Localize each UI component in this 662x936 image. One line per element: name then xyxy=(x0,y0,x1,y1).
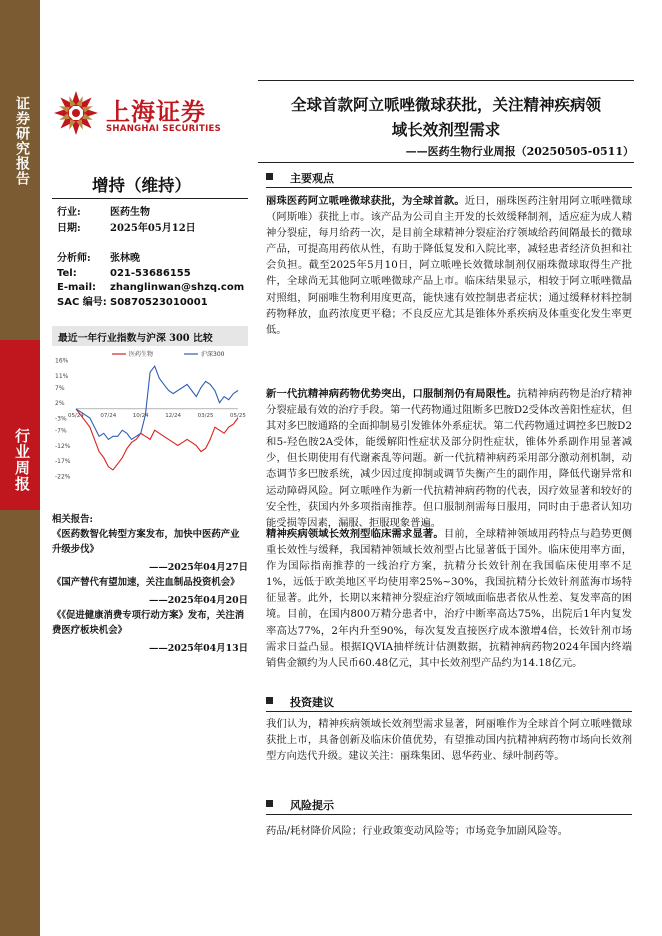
analyst-value: 021-53686155 xyxy=(110,267,191,279)
x-tick-label: 07/24 xyxy=(100,412,117,419)
analyst-label: SAC 编号: xyxy=(57,296,107,308)
section-bullet-icon xyxy=(266,694,278,706)
meta-value: 2025年05月12日 xyxy=(110,223,196,234)
y-tick-label: 2% xyxy=(55,400,65,408)
series-line xyxy=(76,366,238,439)
analyst-label: 分析师: xyxy=(57,253,91,264)
x-tick-label: 10/24 xyxy=(132,412,149,419)
y-tick-label: 11% xyxy=(55,372,69,380)
report-title xyxy=(258,92,634,142)
related-report-date: ——2025年04月20日 xyxy=(148,595,248,606)
section-bullet-icon xyxy=(266,170,278,182)
invest-paragraph: 我们认为，精神疾病领域长效剂型需求显著，阿丽唯作为全球首个阿立哌唑微球获批上市，具备创新及临床价值优势，有望推动国内抗精神病药物市场向长效剂型方向迭代升级。建议关注：丽珠集团、恩华药业、绿叶制药等。 xyxy=(266,718,632,763)
y-tick-label: -17% xyxy=(55,458,71,466)
y-tick-label: -12% xyxy=(55,442,71,450)
main-paragraph-1 xyxy=(266,193,632,338)
risk-paragraph: 药品/耗材降价风险；行业政策变动风险等；市场竞争加剧风险等。 xyxy=(266,825,569,837)
analyst-value: S0870523010001 xyxy=(110,296,208,308)
analyst-value: zhanglinwan@shzq.com xyxy=(110,282,245,294)
rating: 增持（维持） xyxy=(92,176,191,195)
related-title: 相关报告: xyxy=(52,514,93,525)
x-tick-label: 03/25 xyxy=(197,412,214,419)
section-rule xyxy=(266,711,632,712)
meta-label: 行业: xyxy=(57,207,81,218)
paragraph-lead: 新一代抗精神病药物优势突出，口服制剂仍有局限性。 xyxy=(266,388,518,400)
section-bullet-icon xyxy=(266,797,278,809)
comparison-line-chart xyxy=(52,348,248,484)
rating-rule xyxy=(52,198,248,199)
legend-label: 医药生物 xyxy=(129,351,154,358)
section-heading-invest: 投资建议 xyxy=(290,696,334,709)
logo-english: SHANGHAI SECURITIES xyxy=(106,124,222,134)
analyst-value: 张林晚 xyxy=(110,253,140,264)
legend-label: 沪深300 xyxy=(201,351,225,358)
paragraph-lead: 精神疾病领域长效剂型临床需求显著。 xyxy=(266,528,444,540)
paragraph-text: 近日，丽珠医药注射用阿立哌唑微球（阿斯唯）获批上市。该产品为公司自主开发的长效缓释制剂，适应症为成人精神分裂症，每月给药一次，是目前全球精神分裂症治疗领域给药间隔最长的微球产品，可提高用药依从性，有助于降低复发和入院比率，减轻患者经济负担和社会负担。截至2025年5月10日，阿立哌唑长效微球制剂仅丽珠微球取得生产批件，全球尚无其他阿立哌唑微球产品上市。临床结果显示，相较于阿立哌唑微晶对照组，阿丽唯生物利用度更高，能快速有效控制患者症状；通过缓释材料控制药物释放，血药浓度更平稳；不良反应尤其是锥体外系疾病及体重变化发生率更低。 xyxy=(266,195,633,336)
related-report-date: ——2025年04月27日 xyxy=(148,562,248,573)
chart-title: 最近一年行业指数与沪深 300 比较 xyxy=(58,333,213,344)
company-logo-icon xyxy=(52,89,100,137)
x-tick-label: 05/24 xyxy=(68,412,84,419)
paragraph-lead: 丽珠医药阿立哌唑微球获批，为全球首款。 xyxy=(266,195,465,207)
related-reports xyxy=(52,512,248,654)
title-line-1: 全球首款阿立哌唑微球获批，关注精神疾病领 xyxy=(290,95,601,114)
y-tick-label: -3% xyxy=(55,415,67,423)
paragraph-text: 抗精神病药物是治疗精神分裂症最有效的治疗手段。第一代药物通过阻断多巴胺D2受体改善阳性症状，但其对多巴胺通路的全面抑制易引发锥体外系症状。第二代药物通过调控多巴胺D2和5-羟色胺2A受体，能缓解阳性症状及部分阴性症状，锥体外系副作用显著减少，但长期使用有代谢紊乱等问题。新一代抗精神病药采用部分激动剂机制，动态调节多巴胺系统，减少因过度抑制或调节失衡产生的副作用，降低代谢异常和运动障碍风险。阿立哌唑作为新一代抗精神病药物的代表，因疗效显著和较好的安全性，获国内外多项指南推荐。但口服制剂需每日服用，同时由于患者认知功能受损等因素，漏服、拒服现象普遍。 xyxy=(266,388,633,529)
meta-value: 医药生物 xyxy=(110,207,150,218)
logo-text: 上海证券 xyxy=(106,98,206,126)
brand-strip-bottom xyxy=(0,510,40,936)
y-tick-label: 16% xyxy=(55,357,69,365)
title-line-2: 域长效剂型需求 xyxy=(391,120,501,139)
main-paragraph-2 xyxy=(266,386,632,531)
related-report-item: 《医药数智化转型方案发布，加快中医药产业升级步伐》 xyxy=(52,529,240,555)
x-tick-label: 05/25 xyxy=(230,412,246,419)
section-heading-main: 主要观点 xyxy=(290,172,334,185)
title-top-rule xyxy=(258,80,634,81)
related-report-item: 《《促进健康消费专项行动方案》发布，关注消费医疗板块机会》 xyxy=(52,610,245,636)
section-rule xyxy=(266,187,632,188)
analyst-label: Tel: xyxy=(57,267,77,279)
x-tick-label: 12/24 xyxy=(165,412,182,419)
meta-label: 日期: xyxy=(57,223,81,234)
y-tick-label: -22% xyxy=(55,473,71,481)
related-report-date: ——2025年04月13日 xyxy=(148,643,248,654)
report-type-label: 证券研究报告 xyxy=(14,96,30,186)
report-category-label: 行业周报 xyxy=(13,428,31,492)
analyst-label: E-mail: xyxy=(57,282,97,294)
section-rule xyxy=(266,814,632,815)
y-tick-label: -7% xyxy=(55,427,67,435)
report-subtitle: ——医药生物行业周报（20250505-0511） xyxy=(405,145,634,158)
y-tick-label: 7% xyxy=(55,384,65,392)
section-heading-risk: 风险提示 xyxy=(290,799,334,812)
related-report-item: 《国产替代有望加速，关注血制品投资机会》 xyxy=(52,577,240,588)
paragraph-text: 目前，全球精神领域用药特点与趋势更侧重长效性与缓释，我国精神领域长效剂型占比显著低于国外。临床使用率方面，作为国际指南推荐的一线治疗方案，抗精分长效针剂在我国临床使用率不足1%，远低于欧美地区平均使用率25%~30%，我国抗精分长效针剂蓝海市场特征显著。此外，长期以来精神分裂症治疗领域面临患者依从性差、复发率高的困境。目前，在国内800万精分患者中，治疗中断率高达75%，出院后1年内复发率高达77%，2年内升至90%，每次复发直接医疗成本激增4倍，长效针剂市场需求日益凸显。根据IQVIA抽样统计估测数据，抗精神病药物2024年国内终端销售金额约为人民币60.48亿元，其中长效剂型产品约为14.18亿元。 xyxy=(266,528,633,669)
title-bottom-rule xyxy=(258,162,634,163)
main-paragraph-3 xyxy=(266,526,632,671)
analyst-block xyxy=(57,252,244,310)
meta-block xyxy=(57,205,196,237)
